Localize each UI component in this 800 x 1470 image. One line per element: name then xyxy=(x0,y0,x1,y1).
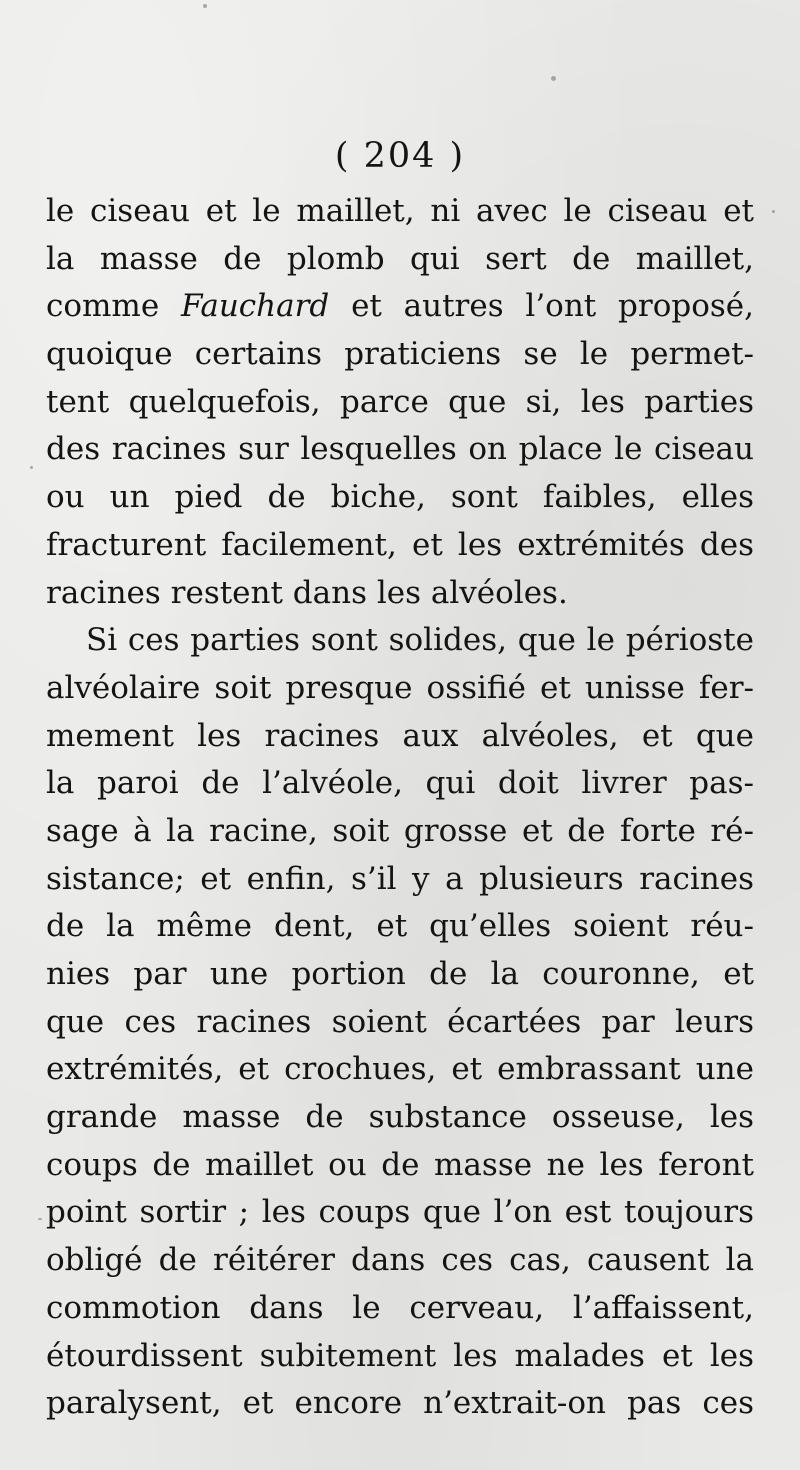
text-fragment: comme xyxy=(46,288,181,325)
text-line: grande masse de substance osseuse, les xyxy=(46,1099,754,1136)
text-fragment: et autres l’ont proposé, xyxy=(329,288,754,325)
text-line: commotion dans le cerveau, l’affaissent, xyxy=(46,1289,754,1326)
text-line: coups de maillet ou de masse ne les feront xyxy=(46,1146,754,1183)
paragraph-end-line: racines restent dans les alvéoles. xyxy=(46,574,568,611)
text-line: nies par une portion de la couronne, et xyxy=(46,956,754,992)
paper-speck xyxy=(551,76,556,81)
text-line: fracturent facilement, et les extrémités des xyxy=(46,526,754,563)
text-line xyxy=(46,283,754,331)
text-line: quoique certains praticiens se le permet- xyxy=(46,336,754,373)
body-text xyxy=(46,188,754,1428)
text-line: obligé de réitérer dans ces cas, causent la xyxy=(46,1242,754,1279)
paper-speck xyxy=(772,210,775,213)
text-line: ou un pied de biche, sont faibles, elles xyxy=(46,479,754,516)
author-name-italic: Fauchard xyxy=(180,288,330,325)
text-line: paralysent, et encore n’extrait-on pas ces xyxy=(46,1385,754,1422)
text-line: des racines sur lesquelles on place le ciseau xyxy=(46,431,754,468)
text-line: point sortir ; les coups que l’on est toujours xyxy=(46,1194,754,1231)
text-line: sage à la racine, soit grosse et de forte ré- xyxy=(46,812,754,849)
text-line: extrémités, et crochues, et embrassant une xyxy=(46,1051,754,1088)
text-line: étourdissent subitement les malades et les xyxy=(46,1337,754,1374)
text-line: sistance; et enfin, s’il y a plusieurs racines xyxy=(46,860,754,897)
text-line: que ces racines soient écartées par leurs xyxy=(46,1003,754,1040)
text-line: mement les racines aux alvéoles, et que xyxy=(46,717,754,754)
paragraph-start-line: Si ces parties sont solides, que le périoste xyxy=(86,622,754,659)
paper-speck xyxy=(38,1218,42,1220)
text-line: alvéolaire soit presque ossifié et unisse fer- xyxy=(46,669,754,706)
page-number: ( 204 ) xyxy=(334,136,466,176)
text-line: la masse de plomb qui sert de maillet, xyxy=(46,240,754,277)
text-line: tent quelquefois, parce que si, les parties xyxy=(46,383,754,420)
text-line: le ciseau et le maillet, ni avec le ciseau et xyxy=(46,193,754,229)
paper-speck xyxy=(203,4,207,8)
text-line: la paroi de l’alvéole, qui doit livrer pas- xyxy=(46,765,754,802)
paper-speck xyxy=(30,466,33,469)
text-line: de la même dent, et qu’elles soient réu- xyxy=(46,908,754,945)
